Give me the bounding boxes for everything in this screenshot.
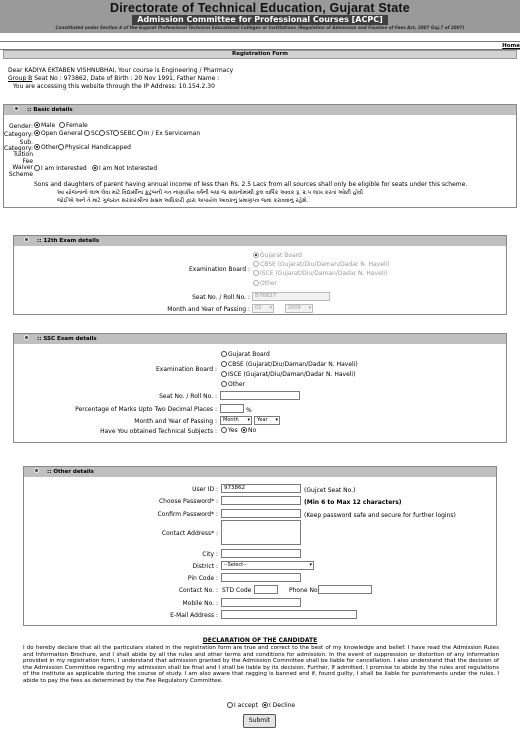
hsc-year-select[interactable]: 2009 ▾ — [285, 304, 313, 313]
option-label: Other — [260, 280, 278, 287]
hsc-seat-label: Seat No. / Roll No. : — [192, 294, 250, 301]
option-label: Gujarat Board — [260, 252, 302, 259]
hsc-details-header — [14, 236, 506, 246]
radio-icon — [137, 130, 143, 136]
site-title: Directorate of Technical Education, Gujarat State — [110, 1, 410, 15]
hsc-board-label: Examination Board : — [189, 266, 250, 273]
hsc-board-cbse-radio[interactable] — [253, 261, 390, 268]
subcategory-other-radio[interactable] — [34, 144, 58, 151]
ssc-marks-label: Percentage of Marks Upto Two Decimal Places : — [75, 406, 217, 413]
std-code-input[interactable] — [254, 585, 278, 594]
radio-icon — [34, 165, 40, 171]
option-label: SC — [91, 130, 99, 137]
option-label: Other — [228, 381, 246, 388]
radio-icon — [227, 702, 233, 708]
option-label: CBSE (Gujarat/Diu/Daman/Dadar N. Haveli) — [260, 261, 390, 268]
other-details-header — [24, 467, 496, 477]
gender-label: Gender: — [8, 123, 33, 130]
password-input[interactable] — [221, 496, 301, 505]
label-part: Tuition — [13, 151, 33, 158]
mobile-label: Mobile No. : — [182, 600, 218, 607]
ssc-details-section — [13, 333, 507, 443]
home-link[interactable]: Home — [502, 43, 520, 49]
radio-icon — [92, 165, 98, 171]
ssc-month-select[interactable]: Month ▾ — [220, 416, 252, 425]
tfw-note: Sons and daughters of parent having annual income of less than Rs. 2.5 Lacs from all sources shall only be eligible for seats under this scheme. — [34, 181, 468, 188]
email-label: E-Mail Address : — [170, 612, 218, 619]
option-label: Gujarat Board — [228, 351, 270, 358]
radio-icon — [59, 122, 65, 128]
option-label: I am Not Interested — [99, 165, 158, 172]
label-part: Fee — [22, 157, 33, 165]
radio-icon — [221, 427, 227, 433]
hsc-month-select[interactable]: 03 ▾ — [252, 304, 274, 313]
tfw-note-gujarati-1: આ યોજનાનો લાભ લેવા માટે વિદ્યાર્થીના કુટુંબની ગત નાણાકીય વર્ષની બધા જ સાધનોમાંથી કુલ વાર્ષિક આવક રૂ. ૨.૫ લાખ કરતાં ઓછી હોવી — [57, 190, 363, 196]
std-code-label: STD Code — [222, 587, 252, 594]
radio-icon — [34, 122, 40, 128]
declaration-title: DECLARATION OF THE CANDIDATE — [202, 637, 318, 644]
ssc-tech-yes-radio[interactable] — [221, 427, 238, 434]
tfw-not-interested-radio[interactable] — [92, 165, 157, 172]
radio-icon — [34, 130, 40, 136]
subcategory-ph-radio[interactable] — [58, 144, 131, 151]
mobile-input[interactable] — [221, 598, 301, 607]
gender-female-radio[interactable] — [59, 122, 88, 129]
radio-icon — [253, 261, 259, 267]
district-label: District : — [192, 563, 218, 570]
greeting-seat-dob: Seat No : 973862, Date of Birth : 20 Nov 1991, Father Name : — [34, 75, 220, 82]
ssc-seat-input[interactable] — [220, 391, 300, 400]
ip-address-text: You are accessing this website through the IP Address: 10.154.2.30 — [13, 83, 215, 90]
userid-hint: (Gujcet Seat No.) — [304, 487, 356, 494]
ssc-board-isce-radio[interactable] — [221, 371, 355, 378]
hsc-month-year-label: Month and Year of Passing : — [167, 306, 250, 313]
option-label: Open General — [41, 130, 83, 137]
radio-icon — [253, 270, 259, 276]
pincode-label: Pin Code : — [187, 575, 218, 582]
radio-icon — [253, 252, 259, 258]
userid-input[interactable]: 973862 — [221, 484, 301, 493]
ssc-board-other-radio[interactable] — [221, 381, 245, 388]
city-label: City : — [202, 551, 218, 558]
phone-input[interactable] — [318, 585, 372, 594]
ssc-board-label: Examination Board : — [156, 366, 217, 373]
option-label: Physical Handicapped — [65, 144, 131, 151]
pincode-input[interactable] — [221, 573, 301, 582]
ssc-marks-input[interactable] — [220, 404, 244, 413]
radio-icon — [58, 144, 64, 150]
password-hint: (Min 6 to Max 12 characters) — [304, 499, 402, 506]
ssc-tech-no-radio[interactable] — [241, 427, 256, 434]
hsc-board-isce-radio[interactable] — [253, 270, 387, 277]
category-open-radio[interactable] — [34, 130, 83, 137]
bullet-icon — [24, 237, 29, 242]
phone-label: Phone No — [289, 587, 318, 594]
option-label: SEBC — [120, 130, 136, 137]
userid-label: User ID : — [192, 486, 218, 493]
category-serviceman-radio[interactable] — [137, 130, 200, 137]
section-title: :: Other details — [47, 469, 94, 475]
section-title: :: SSC Exam details — [37, 336, 97, 342]
percent-sign: % — [246, 407, 252, 414]
category-sebc-radio[interactable] — [113, 130, 136, 137]
address-textarea[interactable] — [221, 520, 301, 545]
hsc-board-gujarat-radio[interactable] — [253, 252, 302, 259]
bullet-icon — [34, 468, 39, 473]
radio-icon — [113, 130, 119, 136]
option-label: ISCE (Gujarat/Diu/Daman/Dadar N. Haveli) — [228, 371, 356, 378]
radio-icon — [99, 130, 105, 136]
contact-label: Contact No. : — [178, 587, 218, 594]
section-title: :: 12th Exam details — [37, 238, 100, 244]
radio-icon — [253, 280, 259, 286]
option-label: ST — [106, 130, 114, 137]
bullet-icon — [14, 106, 19, 111]
address-label: Contact Address* : — [161, 530, 218, 537]
confirm-password-input[interactable] — [221, 509, 301, 518]
tfw-interested-radio[interactable] — [34, 165, 87, 172]
site-subtitle: Admission Committee for Professional Courses [ACPC] — [132, 15, 387, 25]
form-title: Registration Form — [3, 50, 517, 59]
section-title: :: Basic details — [27, 107, 73, 113]
option-label: Yes — [228, 427, 238, 434]
radio-icon — [241, 427, 247, 433]
label-part: Category: — [4, 145, 33, 152]
category-st-radio[interactable] — [99, 130, 113, 137]
city-input[interactable] — [221, 549, 301, 558]
ssc-tech-label: Have You obtained Technical Subjects : — [100, 428, 217, 435]
option-label: ISCE (Gujarat/Diu/Daman/Dadar N. Haveli) — [260, 270, 388, 277]
option-label: No — [248, 427, 257, 434]
ssc-seat-label: Seat No. / Roll No. : — [159, 393, 217, 400]
site-tagline: Constituted under Section 4 of the Gujarat Professional Technical Educational Colleges or Institutions (Regulation of Admission and Fixation of Fees Act, 2007 Guj.7 of 2007) — [55, 25, 465, 30]
decline-radio[interactable] — [262, 702, 295, 709]
option-label: I Decline — [269, 702, 296, 709]
district-select[interactable]: --Select-- ▾ — [221, 561, 314, 570]
divider — [0, 41, 520, 42]
gender-male-radio[interactable] — [34, 122, 55, 129]
option-label: I am Interested — [41, 165, 87, 172]
basic-details-header — [4, 105, 516, 115]
radio-icon — [84, 130, 90, 136]
submit-button[interactable]: Submit — [243, 714, 276, 728]
radio-icon — [221, 371, 227, 377]
ssc-board-cbse-radio[interactable] — [221, 361, 358, 368]
radio-icon — [262, 702, 268, 708]
password-label: Choose Password* : — [158, 498, 218, 505]
label-part: Scheme — [8, 170, 33, 178]
ssc-details-header — [14, 334, 506, 344]
radio-icon — [221, 361, 227, 367]
radio-icon — [221, 351, 227, 357]
label-part: Waiver — [12, 164, 33, 171]
category-label: Category: — [4, 131, 33, 138]
radio-icon — [34, 144, 40, 150]
ssc-month-year-label: Month and Year of Passing : — [134, 418, 217, 425]
greeting-line: Dear KADIYA EKTABEN VISHNUBHAI, Your course is Engineering / Pharmacy — [8, 67, 234, 74]
radio-icon — [221, 381, 227, 387]
confirm-password-hint: (Keep password safe and secure for further logins) — [304, 512, 456, 519]
option-label: Female — [66, 122, 88, 129]
email-input[interactable] — [221, 610, 357, 619]
hsc-board-other-radio[interactable] — [253, 280, 277, 287]
tfw-note-gujarati-2: જોઈએ અને તે માટે ગુજરાત સરકારશ્રીના સક્ષમ અધિકારી દ્વારા અપાયેલ આવકનું પ્રમાણપત્ર જમા કરાવવાનું રહેશે. — [57, 198, 309, 204]
greeting-details — [8, 75, 219, 82]
option-label: CBSE (Gujarat/Diu/Daman/Dadar N. Haveli) — [228, 361, 358, 368]
accept-radio[interactable] — [227, 702, 258, 709]
ssc-board-gujarat-radio[interactable] — [221, 351, 270, 358]
confirm-password-label: Confirm Password* : — [157, 511, 218, 518]
label-part: Sub. — [19, 139, 33, 146]
option-label: I accept — [234, 702, 258, 709]
hsc-seat-input[interactable]: B76827 — [252, 292, 330, 301]
option-label: Male — [41, 122, 56, 129]
category-sc-radio[interactable] — [84, 130, 99, 137]
option-label: In / Ex Serviceman — [144, 130, 201, 137]
tfw-label — [0, 152, 33, 178]
group-label: Group B — [8, 75, 33, 82]
ssc-year-select[interactable]: Year ▾ — [254, 416, 280, 425]
option-label: Other — [41, 144, 59, 151]
bullet-icon — [24, 335, 29, 340]
declaration-text: I do hereby declare that all the particulars stated in the registration form are true and correct to the best of my knowledge and belief. I have read the Admission Rules and Information Brochure, and I shall abide by all the rules and other terms and conditions for admission. In the event of suppression or distortion of any information provided in my registration form, I understand that admission granted by the Admission Committee shall be liable for cancellation. I also understand that the decision of the Admission Committee regarding my admission shall be final and I shall be liable by its decision. Further, If admitted, I promise to abide by the rules and regulations of the institute as applicable during the course of study. I am also aware that ragging is banned and if, found guilty, I shall be liable for punishments under the rules. I abide to pay the fees as determined by the Fee Regulatory Committee. — [23, 645, 499, 684]
header-banner — [0, 0, 520, 33]
